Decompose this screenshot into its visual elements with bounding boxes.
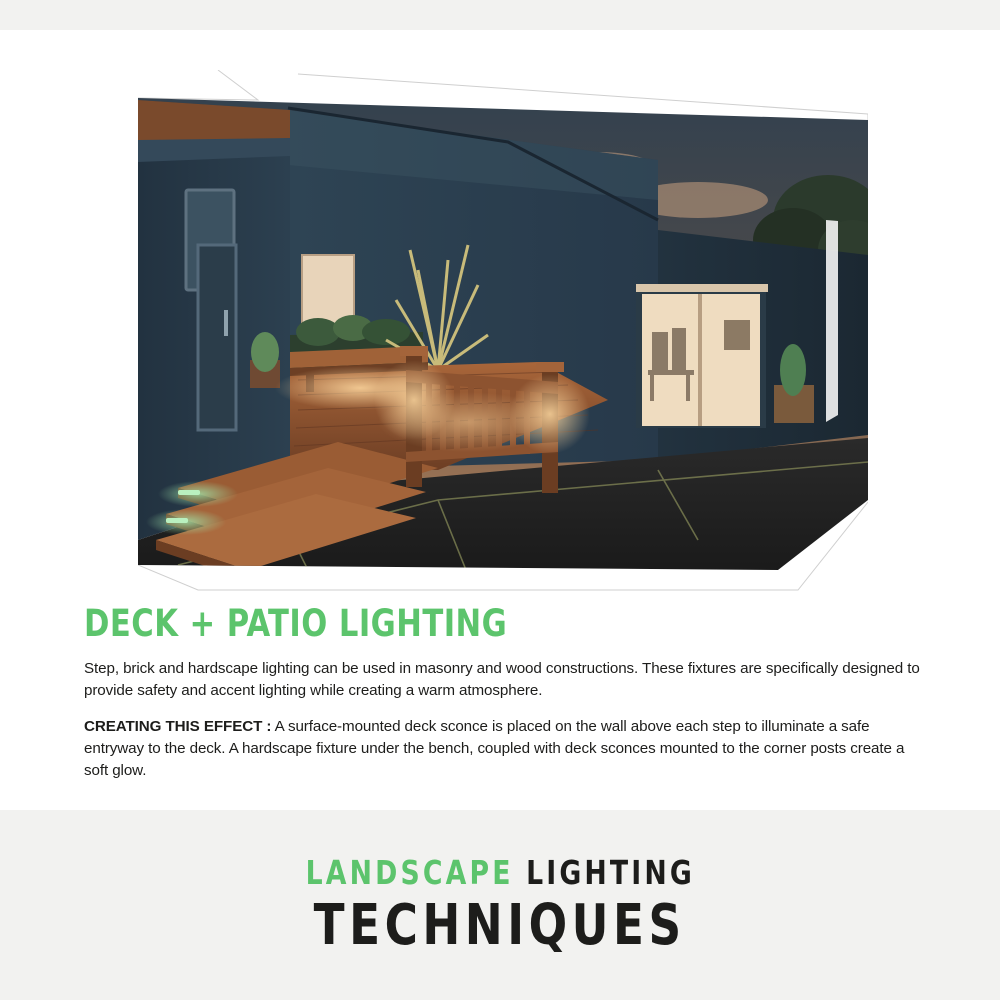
patio-door-header xyxy=(636,284,768,292)
potted-plant-left xyxy=(250,332,280,388)
deck-surface-glow xyxy=(378,392,558,452)
patio-door-mullion xyxy=(698,294,702,426)
footer-word-landscape: LANDSCAPE xyxy=(305,853,514,892)
interior-artwork xyxy=(724,320,750,350)
door-handle-left xyxy=(224,310,228,336)
content-card xyxy=(0,30,1000,810)
effect-label: CREATING THIS EFFECT : xyxy=(84,718,272,736)
step-sconce-1 xyxy=(178,490,200,495)
footer-branding xyxy=(0,810,1000,1000)
footer-line-2: TECHNIQUES xyxy=(314,893,686,958)
window-left-tall xyxy=(198,245,236,430)
page-title: DECK + PATIO LIGHTING xyxy=(84,602,508,645)
paragraph-effect xyxy=(84,716,920,782)
step-sconce-2 xyxy=(166,518,188,523)
deck-patio-night-lighting-render xyxy=(138,70,868,595)
illustration-container xyxy=(138,70,868,595)
text-block xyxy=(84,602,920,782)
footer-line-1 xyxy=(305,853,695,892)
effect-description: A surface-mounted deck sconce is placed on the wall above each step to illuminate a safe entryway to the deck. A hardscape fixture under the bench, coupled with deck sconces mounted to the corner posts create a soft glow. xyxy=(84,718,905,780)
footer-word-lighting: LIGHTING xyxy=(525,853,695,892)
wall-trim-right xyxy=(826,220,838,422)
paragraph-intro: Step, brick and hardscape lighting can be used in masonry and wood constructions. These fixtures are specifically designed to provide safety and accent lighting while creating a warm atmosphere. xyxy=(84,660,920,700)
